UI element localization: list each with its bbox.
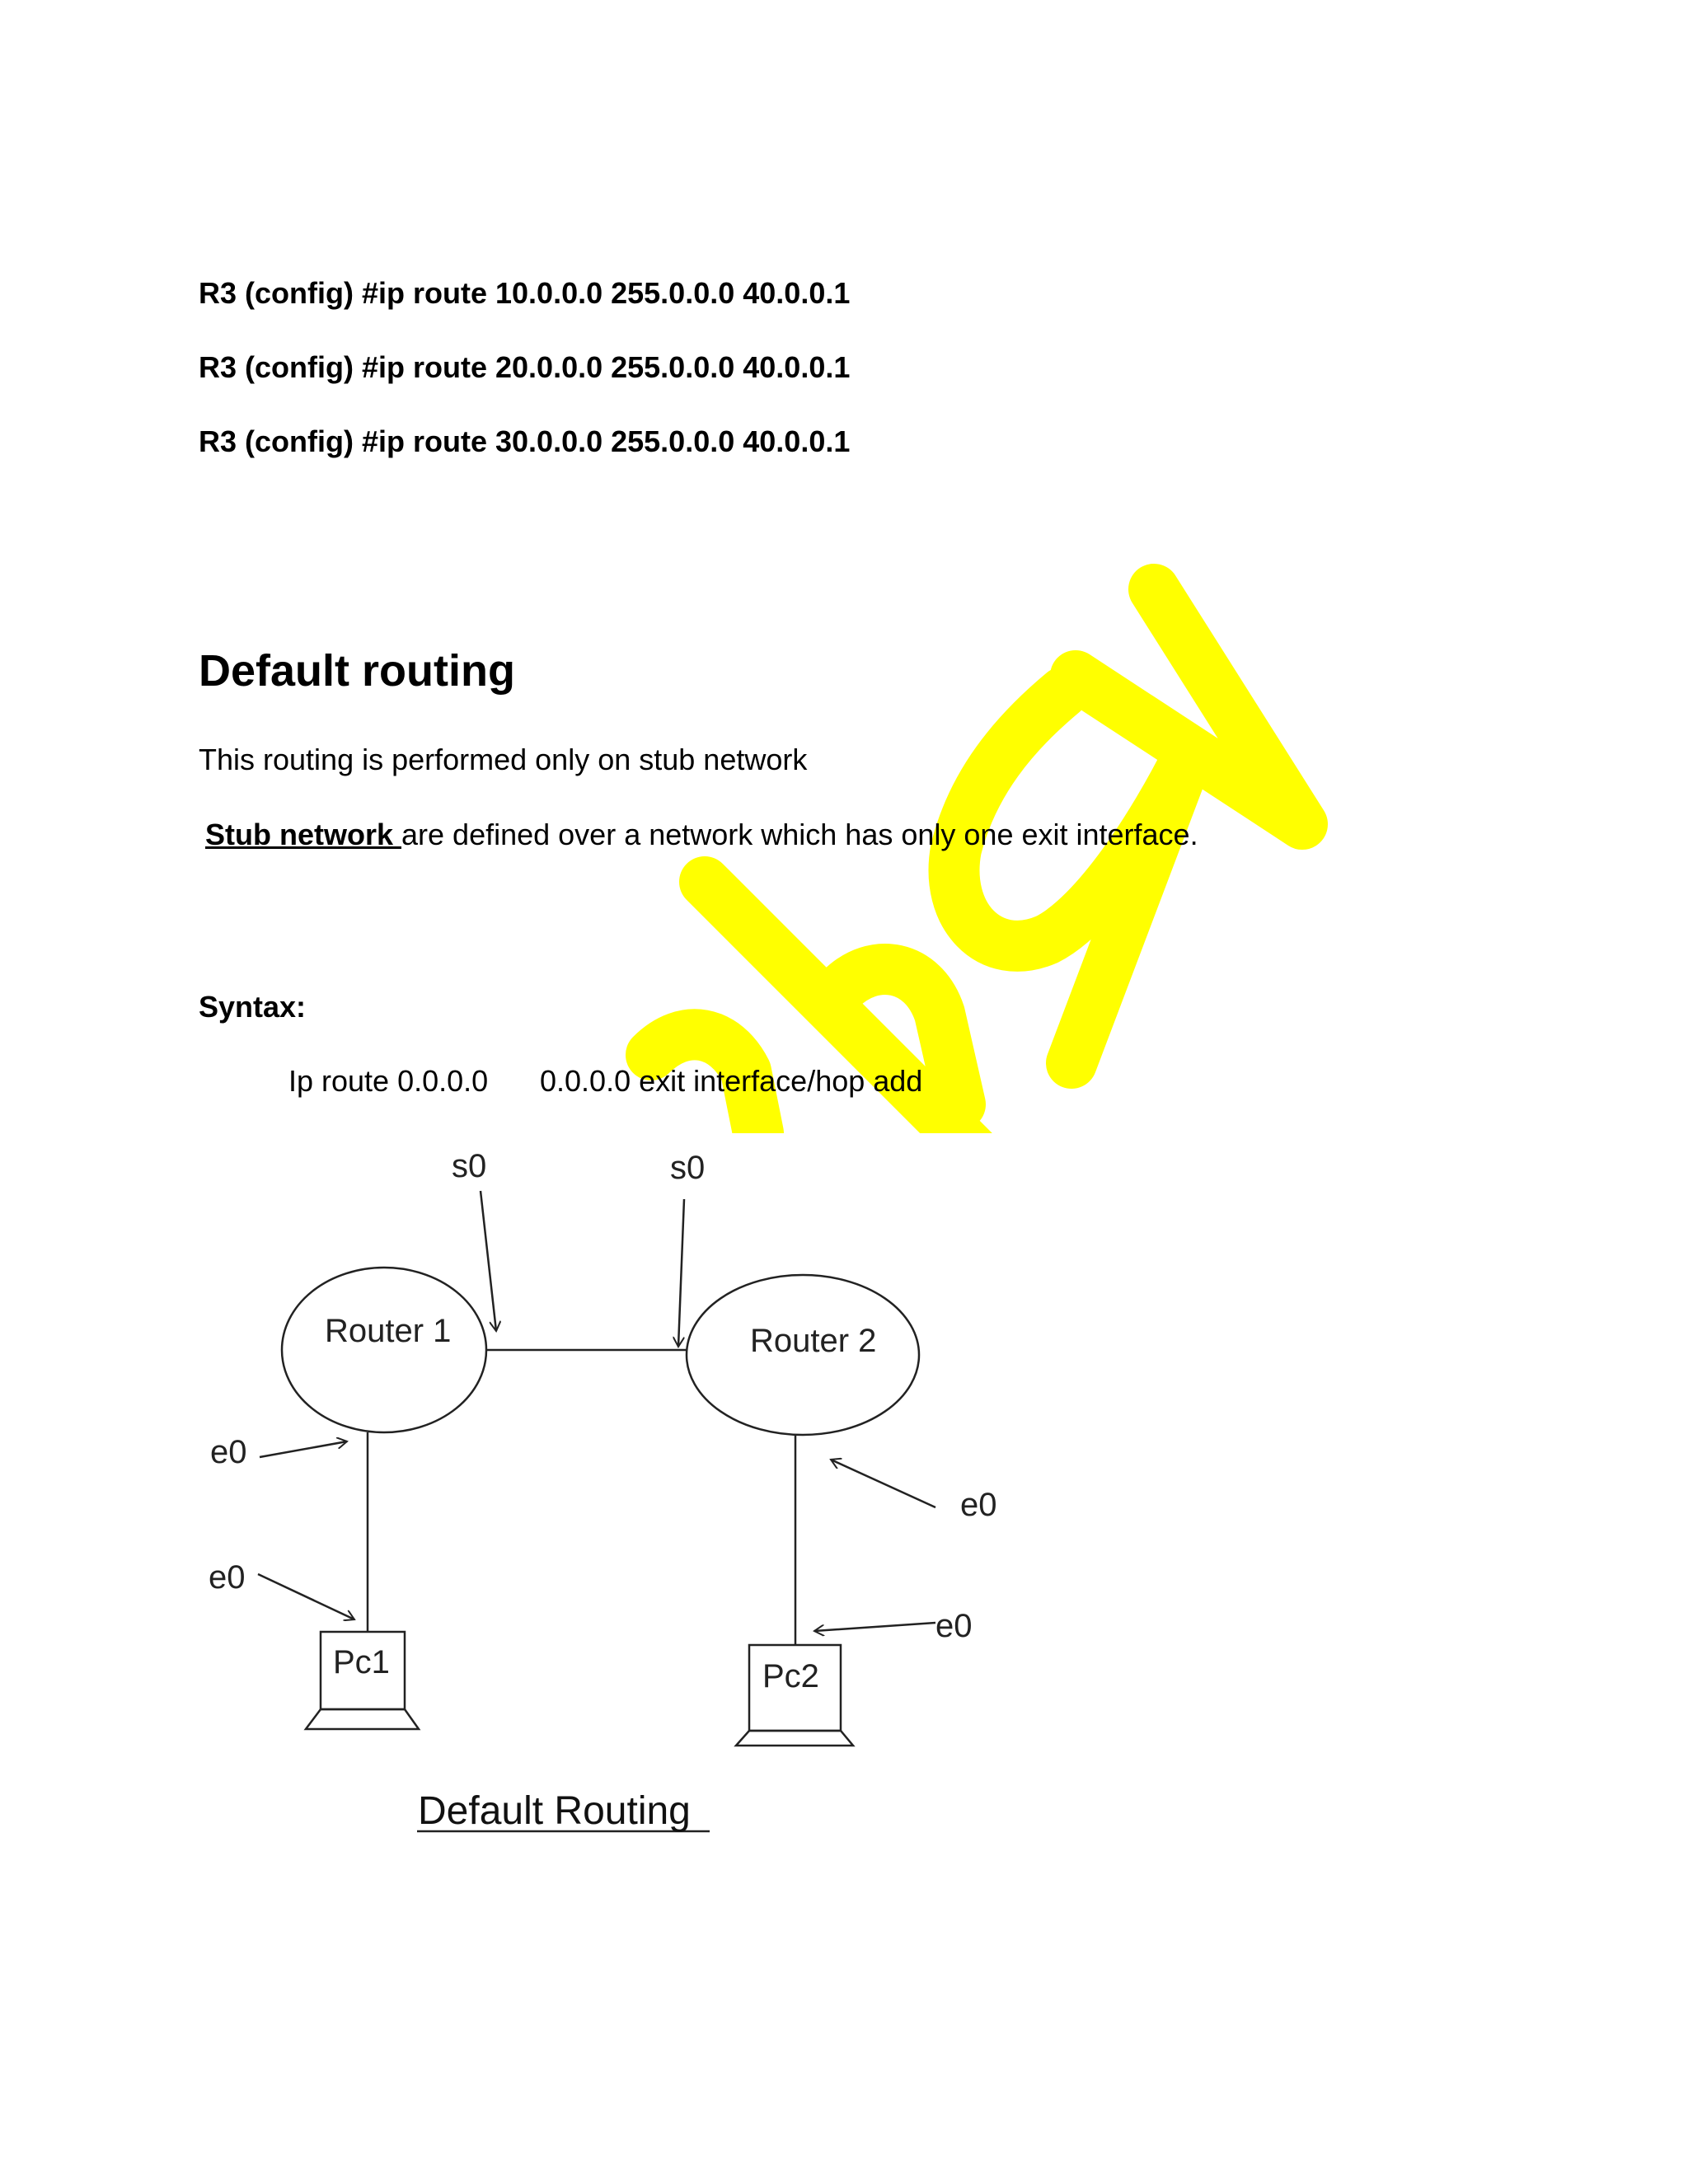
- command-line-2: R3 (config) #ip route 20.0.0.0 255.0.0.0 40.0.0.1: [199, 350, 851, 384]
- e0-pc2-arrow: [814, 1623, 935, 1631]
- router1-label: Router 1: [325, 1313, 452, 1349]
- stub-network-term: Stub network: [205, 818, 402, 851]
- e0-router2-label: e0: [960, 1487, 997, 1523]
- diagram-title: Default Routing: [418, 1789, 691, 1833]
- s0-left-arrow: [481, 1191, 496, 1331]
- pc1-base: [306, 1709, 419, 1729]
- syntax-command-part1: Ip route 0.0.0.0: [288, 1064, 489, 1098]
- command-line-3: R3 (config) #ip route 30.0.0.0 255.0.0.0 40.0.0.1: [199, 424, 851, 458]
- s0-left-label: s0: [452, 1148, 487, 1184]
- e0-router2-arrow: [831, 1460, 935, 1507]
- s0-right-label: s0: [670, 1150, 706, 1186]
- syntax-command-part2: 0.0.0.0 exit interface/hop add: [540, 1064, 923, 1098]
- command-line-1: R3 (config) #ip route 10.0.0.0 255.0.0.0 40.0.0.1: [199, 276, 851, 310]
- e0-router1-arrow: [260, 1441, 347, 1457]
- pc2-base: [736, 1731, 853, 1746]
- e0-pc2-label: e0: [935, 1608, 973, 1644]
- e0-pc1-label: e0: [209, 1559, 246, 1596]
- s0-right-arrow: [678, 1199, 684, 1347]
- syntax-label: Syntax:: [199, 990, 307, 1024]
- intro-paragraph: This routing is performed only on stub network: [199, 743, 808, 776]
- section-heading: Default routing: [199, 646, 515, 696]
- pc2-label: Pc2: [762, 1658, 819, 1694]
- stub-network-definition: are defined over a network which has only one exit interface.: [401, 818, 1198, 851]
- router1-shape: [282, 1268, 486, 1432]
- pc1-label: Pc1: [333, 1644, 390, 1680]
- router2-label: Router 2: [750, 1323, 877, 1359]
- e0-router1-label: e0: [210, 1434, 247, 1470]
- e0-pc1-arrow: [258, 1574, 354, 1619]
